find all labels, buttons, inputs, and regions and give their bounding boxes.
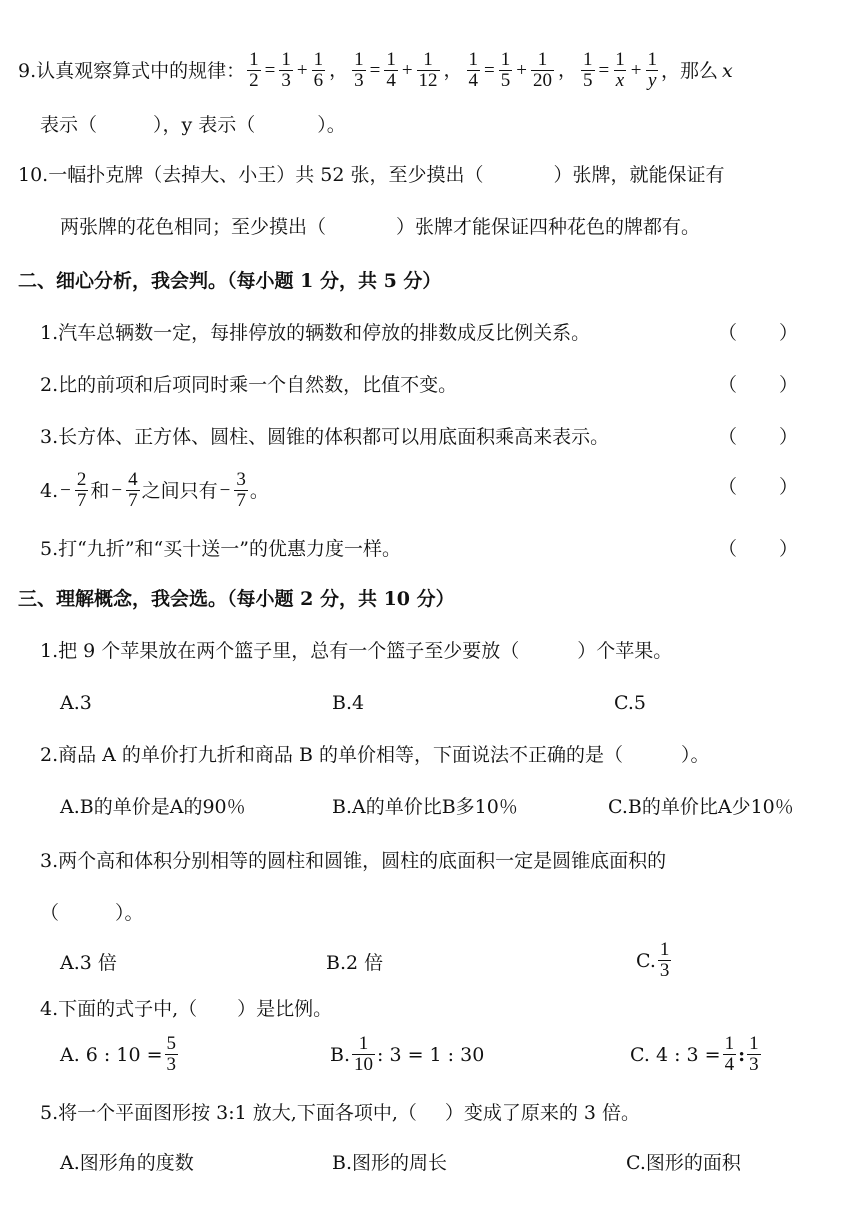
q5-option-b[interactable]: B.图形的周长 (332, 1152, 448, 1174)
fraction: $\frac{1}{6}$ (313, 49, 324, 91)
choice-q4: 4.下面的式子中,（ ）是比例。 (40, 998, 333, 1020)
fraction: $\frac{1}{20}$ (532, 49, 552, 91)
q10-text-a: 10.一幅扑克牌（去掉大、小王）共 52 张，至少摸出（ (18, 164, 484, 186)
q9-text-a: 表示（ (40, 114, 98, 136)
judge-paren-1[interactable]: （ ） (718, 322, 799, 344)
section2-title: 二、细心分析，我会判。（每小题 1 分，共 5 分） (18, 270, 442, 292)
q9-line2 (40, 110, 346, 140)
choice-q3-line1: 3.两个高和体积分别相等的圆柱和圆锥，圆柱的底面积一定是圆锥底面积的 (40, 850, 667, 872)
fraction: $\frac{1}{3}$ (281, 49, 291, 91)
q10-text-d: ）张牌才能保证四种花色的牌都有。 (396, 216, 701, 238)
fraction: $\frac{3}{7}$ (236, 469, 246, 511)
fraction: $\frac{1}{4}$ (724, 1033, 735, 1075)
fraction: $\frac{5}{3}$ (166, 1033, 177, 1075)
judge-paren-4[interactable]: （ ） (718, 476, 799, 498)
q9-tail: ，那么 (660, 59, 718, 82)
choice-q1: 1.把 9 个苹果放在两个篮子里，总有一个篮子至少要放（ ）个苹果。 (40, 640, 673, 662)
fraction: $\frac{1}{3}$ (749, 1033, 759, 1075)
choice-q5: 5.将一个平面图形按 3:1 放大,下面各项中,（ ）变成了原来的 3 倍。 (40, 1102, 641, 1124)
q3-option-a[interactable]: A.3 倍 (60, 952, 117, 974)
fraction: $\frac{1}{5}$ (583, 49, 593, 91)
fraction: $\frac{4}{7}$ (128, 469, 138, 511)
q9-var-x: x (721, 59, 733, 82)
q9-text-b: ），y 表示（ (153, 114, 256, 136)
q10-text-c: 两张牌的花色相同；至少摸出（ (60, 216, 327, 238)
judge-paren-5[interactable]: （ ） (718, 538, 799, 560)
q2-option-a[interactable]: A.B的单价是A的90％ (60, 796, 246, 818)
q1-option-a[interactable]: A.3 (60, 692, 92, 714)
fraction: $\frac{1}{12}$ (418, 49, 438, 91)
judge-paren-3[interactable]: （ ） (718, 426, 799, 448)
fraction: $\frac{1}{2}$ (249, 49, 259, 91)
fraction: $\frac{2}{7}$ (76, 469, 87, 511)
fraction: $\frac{1}{10}$ (354, 1033, 374, 1075)
fraction: $\frac{1}{4}$ (468, 49, 479, 91)
q4-option-a[interactable]: A. 6 : 10 = $\frac{5}{3}$ (60, 1033, 177, 1075)
judge-item-4: 4. − $\frac{2}{7}$ 和 − $\frac{4}{7}$ 之间只有 − $\frac{3}{7}$ 。 (40, 469, 269, 511)
judge-paren-2[interactable]: （ ） (718, 374, 799, 396)
q3-option-b[interactable]: B.2 倍 (326, 952, 384, 974)
choice-q2: 2.商品 A 的单价打九折和商品 B 的单价相等，下面说法不正确的是（ ）。 (40, 744, 710, 766)
fraction: $\frac{1}{5}$ (500, 49, 511, 91)
q5-option-c[interactable]: C.图形的面积 (626, 1152, 741, 1174)
q1-option-b[interactable]: B.4 (332, 692, 365, 714)
q4-option-b[interactable]: B. $\frac{1}{10}$ : 3 = 1 : 30 (330, 1033, 485, 1075)
section3-title: 三、理解概念，我会选。（每小题 2 分，共 10 分） (18, 588, 455, 610)
q9-line1: 9.认真观察算式中的规律： $\frac{1}{2}$ = $\frac{1}{3}$ + $\frac{1}{6}$ ， $\frac{1}{3}$ = $\frac{1}{4}$ + $\frac{1}{12}$ ， $\frac{1}{4}$ = $\frac{1}{5}$ + $\frac{1}{20}$ ， $\frac{1}{5}$ = $\frac{1}{x}$ + $\frac{1}{y}$ ，那么 x (18, 49, 733, 91)
q4-option-c[interactable]: C. 4 : 3 = $\frac{1}{4}$ : $\frac{1}{3}$ (630, 1033, 759, 1075)
fraction: $\frac{1}{y}$ (647, 49, 657, 91)
q2-option-b[interactable]: B.A的单价比B多10％ (332, 796, 518, 818)
q1-option-c[interactable]: C.5 (614, 692, 646, 714)
q9-prefix: 9.认真观察算式中的规律： (18, 59, 246, 82)
q5-option-a[interactable]: A.图形角的度数 (60, 1152, 194, 1174)
judge-item-2: 2.比的前项和后项同时乘一个自然数，比值不变。 (40, 374, 458, 396)
q3-option-c[interactable]: C. $\frac{1}{3}$ (636, 939, 670, 981)
q10-line2 (60, 212, 700, 242)
q2-option-c[interactable]: C.B的单价比A少10％ (608, 796, 794, 818)
fraction: $\frac{1}{4}$ (386, 49, 396, 91)
choice-q3-line2: （ ）。 (40, 902, 144, 924)
fraction: $\frac{1}{3}$ (659, 939, 670, 981)
judge-item-5: 5.打“九折”和“买十送一”的优惠力度一样。 (40, 538, 401, 560)
judge-item-3: 3.长方体、正方体、圆柱、圆锥的体积都可以用底面积乘高来表示。 (40, 426, 610, 448)
judge-item-1: 1.汽车总辆数一定，每排停放的辆数和停放的排数成反比例关系。 (40, 322, 591, 344)
q10-line1 (18, 160, 725, 190)
q10-text-b: ）张牌，就能保证有 (553, 164, 725, 186)
fraction: $\frac{1}{x}$ (615, 49, 625, 91)
q9-text-c: ）。 (317, 114, 346, 136)
fraction: $\frac{1}{3}$ (354, 49, 364, 91)
